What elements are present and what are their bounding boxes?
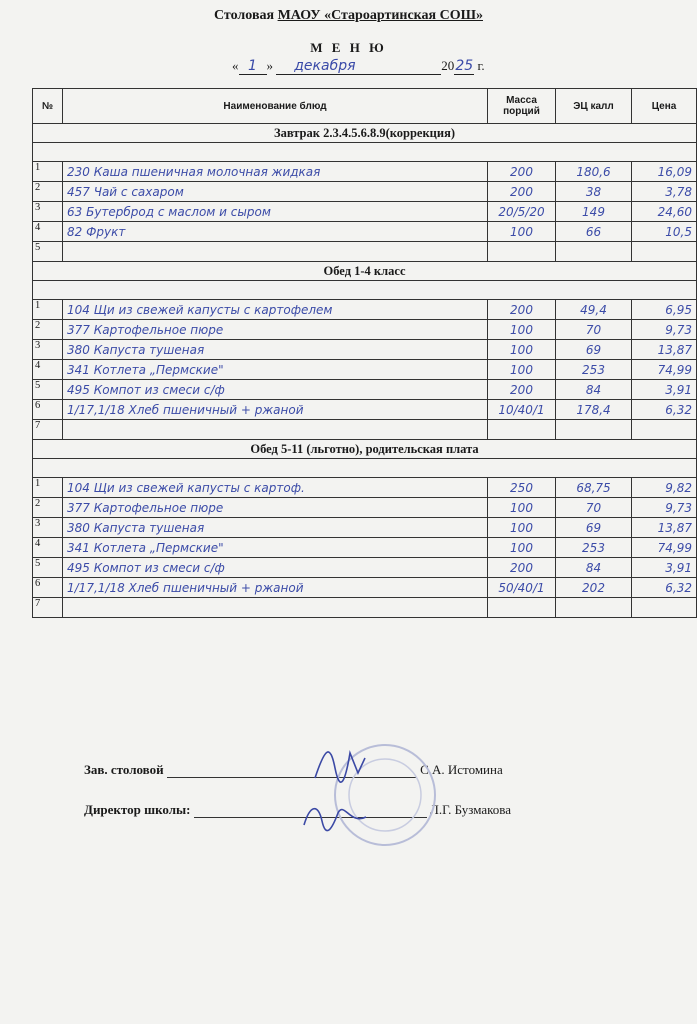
cook-label: Зав. столовой: [84, 762, 164, 777]
dish-kcal: 69: [556, 518, 632, 538]
dish-price: 24,60: [632, 202, 697, 222]
row-number: 6: [33, 400, 63, 420]
dish-name: [63, 598, 488, 618]
table-row: [33, 538, 697, 558]
dish-mass: 50/40/1: [488, 578, 556, 598]
dish-price: 16,09: [632, 162, 697, 182]
table-row: [33, 202, 697, 222]
dish-name: 1/17,1/18 Хлеб пшеничный + ржаной: [63, 578, 488, 598]
dish-price: 9,73: [632, 498, 697, 518]
dish-mass: 200: [488, 162, 556, 182]
table-row: [33, 598, 697, 618]
dish-kcal: 66: [556, 222, 632, 242]
director-handwritten-signature: [300, 795, 370, 835]
section-title: Завтрак 2.3.4.5.6.8.9(коррекция): [33, 124, 697, 143]
table-row: [33, 420, 697, 440]
dish-price: [632, 242, 697, 262]
dish-price: [632, 420, 697, 440]
date-year-suffix: 25: [455, 58, 474, 74]
date-month: декабря: [294, 58, 356, 74]
school-name: МАОУ «Староартинская СОШ»: [277, 8, 483, 23]
table-row: [33, 242, 697, 262]
dish-kcal: 84: [556, 380, 632, 400]
section-header-row: [33, 440, 697, 459]
table-row: [33, 558, 697, 578]
row-number: 6: [33, 578, 63, 598]
dish-name: 377 Картофельное пюре: [63, 498, 488, 518]
row-number: 4: [33, 360, 63, 380]
dish-kcal: [556, 420, 632, 440]
dish-kcal: 253: [556, 360, 632, 380]
dish-name: 104 Щи из свежей капусты с картоф.: [63, 478, 488, 498]
dish-name: 495 Компот из смеси с/ф: [63, 558, 488, 578]
dish-price: 74,99: [632, 360, 697, 380]
row-number: 3: [33, 202, 63, 222]
dish-mass: [488, 598, 556, 618]
table-header-row: [33, 89, 697, 124]
dish-kcal: 69: [556, 340, 632, 360]
table-row: [33, 340, 697, 360]
dish-kcal: 149: [556, 202, 632, 222]
row-number: 3: [33, 340, 63, 360]
row-number: 2: [33, 320, 63, 340]
dish-mass: 100: [488, 538, 556, 558]
col-kcal: ЭЦ калл: [556, 89, 632, 124]
dish-name: 341 Котлета „Пермские": [63, 538, 488, 558]
dish-name: 457 Чай с сахаром: [63, 182, 488, 202]
table-row: [33, 478, 697, 498]
dish-kcal: 178,4: [556, 400, 632, 420]
section-spacer-row: [33, 143, 697, 162]
table-row: [33, 578, 697, 598]
dish-name: 230 Каша пшеничная молочная жидкая: [63, 162, 488, 182]
dish-kcal: 84: [556, 558, 632, 578]
col-name: Наименование блюд: [63, 89, 488, 124]
dish-price: 3,91: [632, 558, 697, 578]
dish-name: 63 Бутерброд с маслом и сыром: [63, 202, 488, 222]
document-title: [0, 8, 697, 24]
title-prefix: Столовая: [214, 8, 278, 23]
dish-mass: 200: [488, 300, 556, 320]
dish-name: 380 Капуста тушеная: [63, 518, 488, 538]
dish-kcal: 180,6: [556, 162, 632, 182]
dish-mass: 100: [488, 518, 556, 538]
dish-mass: 100: [488, 320, 556, 340]
table-row: [33, 320, 697, 340]
dish-mass: 100: [488, 340, 556, 360]
table-row: [33, 300, 697, 320]
date-year-end: г.: [474, 58, 485, 73]
row-number: 5: [33, 380, 63, 400]
dish-price: 13,87: [632, 518, 697, 538]
section-title: Обед 1-4 класс: [33, 262, 697, 281]
menu-table-body: [33, 124, 697, 618]
dish-name: 377 Картофельное пюре: [63, 320, 488, 340]
cook-name: С.А. Истомина: [420, 762, 503, 777]
dish-mass: 10/40/1: [488, 400, 556, 420]
dish-price: 3,78: [632, 182, 697, 202]
dish-name: 380 Капуста тушеная: [63, 340, 488, 360]
dish-kcal: 70: [556, 498, 632, 518]
dish-name: 82 Фрукт: [63, 222, 488, 242]
section-spacer-row: [33, 281, 697, 300]
dish-price: 3,91: [632, 380, 697, 400]
row-number: 1: [33, 300, 63, 320]
dish-price: 6,32: [632, 578, 697, 598]
dish-price: 74,99: [632, 538, 697, 558]
dish-price: [632, 598, 697, 618]
table-row: [33, 360, 697, 380]
dish-kcal: 253: [556, 538, 632, 558]
row-number: 3: [33, 518, 63, 538]
menu-heading: М Е Н Ю: [310, 40, 387, 55]
row-number: 2: [33, 182, 63, 202]
dish-kcal: 49,4: [556, 300, 632, 320]
dish-name: [63, 242, 488, 262]
menu-date: [232, 58, 485, 75]
dish-mass: 200: [488, 182, 556, 202]
dish-price: 6,95: [632, 300, 697, 320]
director-name: Л.Г. Бузмакова: [430, 802, 512, 817]
table-row: [33, 400, 697, 420]
dish-name: 495 Компот из смеси с/ф: [63, 380, 488, 400]
dish-mass: 250: [488, 478, 556, 498]
dish-name: 1/17,1/18 Хлеб пшеничный + ржаной: [63, 400, 488, 420]
row-number: 5: [33, 558, 63, 578]
dish-kcal: 70: [556, 320, 632, 340]
dish-price: 13,87: [632, 340, 697, 360]
dish-mass: 100: [488, 498, 556, 518]
dish-kcal: 202: [556, 578, 632, 598]
table-row: [33, 222, 697, 242]
section-header-row: [33, 262, 697, 281]
col-num: №: [33, 89, 63, 124]
dish-kcal: [556, 242, 632, 262]
dish-price: 9,73: [632, 320, 697, 340]
table-row: [33, 380, 697, 400]
menu-table: [32, 88, 697, 618]
section-header-row: [33, 124, 697, 143]
row-number: 5: [33, 242, 63, 262]
col-price: Цена: [632, 89, 697, 124]
dish-mass: 200: [488, 380, 556, 400]
row-number: 4: [33, 222, 63, 242]
col-mass: Масса порций: [488, 89, 556, 124]
row-number: 1: [33, 478, 63, 498]
dish-price: 6,32: [632, 400, 697, 420]
row-number: 7: [33, 420, 63, 440]
date-year-prefix: 20: [441, 58, 455, 73]
dish-kcal: 38: [556, 182, 632, 202]
dish-price: 9,82: [632, 478, 697, 498]
dish-mass: [488, 242, 556, 262]
table-row: [33, 518, 697, 538]
row-number: 4: [33, 538, 63, 558]
dish-name: [63, 420, 488, 440]
row-number: 7: [33, 598, 63, 618]
dish-kcal: 68,75: [556, 478, 632, 498]
date-open-quote: «: [232, 58, 239, 73]
cook-handwritten-signature: [310, 738, 370, 788]
table-row: [33, 498, 697, 518]
dish-name: 104 Щи из свежей капусты с картофелем: [63, 300, 488, 320]
dish-mass: 100: [488, 360, 556, 380]
date-day: 1: [248, 58, 257, 74]
table-row: [33, 162, 697, 182]
row-number: 2: [33, 498, 63, 518]
dish-name: 341 Котлета „Пермские": [63, 360, 488, 380]
dish-price: 10,5: [632, 222, 697, 242]
date-close-quote: »: [266, 58, 273, 73]
section-title: Обед 5-11 (льготно), родительская плата: [33, 440, 697, 459]
director-label: Директор школы:: [84, 802, 191, 817]
dish-kcal: [556, 598, 632, 618]
dish-mass: 100: [488, 222, 556, 242]
dish-mass: 20/5/20: [488, 202, 556, 222]
dish-mass: [488, 420, 556, 440]
dish-mass: 200: [488, 558, 556, 578]
director-signature-line: [84, 802, 511, 818]
row-number: 1: [33, 162, 63, 182]
section-spacer-row: [33, 459, 697, 478]
table-row: [33, 182, 697, 202]
